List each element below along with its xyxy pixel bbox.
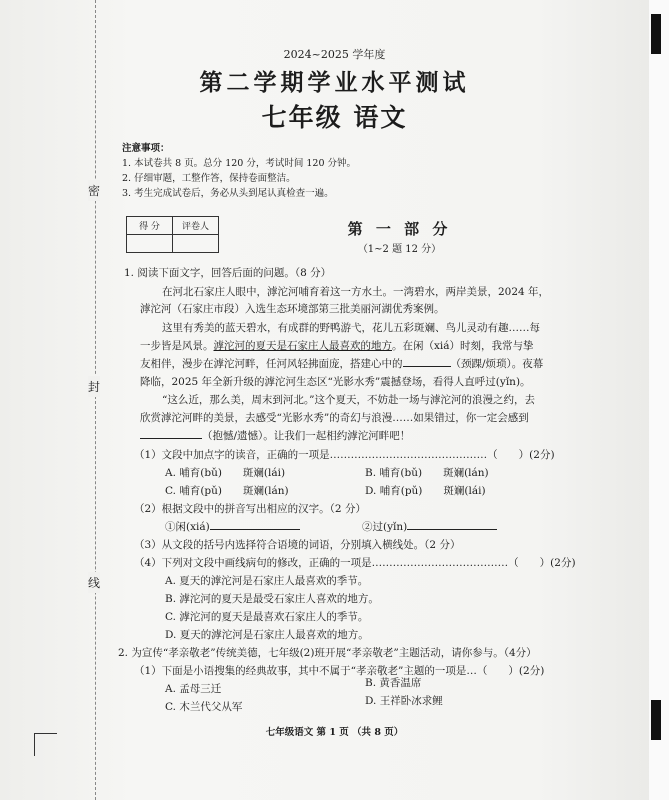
q1-passage-p2c [140, 356, 543, 371]
school-year: 2024~2025 学年度 [283, 48, 386, 61]
q1-passage-p3c-text: （抱憾/遗憾）。让我们一起相约滹沱河畔吧！ [202, 430, 411, 442]
notice-item-2: 2. 仔细审题，工整作答，保持卷面整洁。 [122, 173, 296, 184]
page-footer: 七年级语文 第 1 页 （共 8 页） [265, 727, 404, 738]
q1-sub4-option-d[interactable]: D. 夏天的滹沱河是石家庄人最喜欢的地方。 [165, 629, 369, 641]
q1-sub2-stem: （2）根据文段中的拼音写出相应的汉字。（2 分） [134, 503, 366, 515]
binding-char-mi: 密 [88, 180, 100, 201]
q2-sub1-stem: （1）下面是小语搜集的经典故事，其中不属于“孝亲敬老”主题的一项是…（ ）(2分) [134, 665, 545, 677]
q1-sub2-answer-a [165, 519, 300, 534]
q1-passage-p2b [140, 338, 534, 353]
part-subtitle: （1~2 题 12 分） [357, 244, 442, 255]
q1-passage-p3c [140, 428, 410, 443]
q1-passage-p2c-end: （颈踝/烦琐）。夜幕 [450, 358, 544, 370]
notice-heading: 注意事项： [122, 143, 170, 154]
q1-sub4-option-b[interactable]: B. 滹沱河的夏天是最受石家庄人喜欢的地方。 [165, 593, 379, 605]
score-header: 得 分 [127, 217, 173, 235]
q1-sub1-option-d[interactable]: D. 哺育(pǔ) 斑斓(lái) [365, 485, 486, 497]
q1-passage-p3b: 欣赏滹沱河畔的美景，去感受“光影水秀”的奇幻与浪漫……如果错过，你一定会感到 [140, 412, 529, 424]
q1-passage-p3a: “这么近，那么美，周末到河北。”这个夏天，不妨赴一场与滹沱河的浪漫之约，去 [162, 394, 535, 406]
underlined-sentence: 滹沱河的夏天是石家庄人最喜欢的地方 [213, 340, 392, 352]
part-title: 第 一 部 分 [347, 220, 452, 238]
binding-char-xian: 线 [88, 572, 100, 593]
answer-field-a[interactable] [210, 529, 300, 530]
exam-subject: 七年级 语文 [261, 103, 408, 132]
q1-passage-p1a: 在河北石家庄人眼中，滹沱河哺育着这一方水土。一湾碧水，两岸美景，2024 年， [162, 286, 550, 298]
q2-sub1-option-a[interactable]: A. 孟母三迁 [165, 683, 222, 695]
q1-sub1-option-c[interactable]: C. 哺育(pǔ) 斑斓(lán) [165, 485, 289, 497]
q2-sub1-option-d[interactable]: D. 王祥卧冰求鲤 [365, 695, 443, 707]
q2-sub1-option-c[interactable]: C. 木兰代父从军 [165, 701, 243, 713]
notice-item-1: 1. 本试卷共 8 页。总分 120 分，考试时间 120 分钟。 [122, 158, 357, 169]
grader-header: 评卷人 [173, 217, 219, 235]
q1-sub2-label-b: ②过(yǐn) [362, 521, 408, 533]
q1-passage-p2d: 降临，2025 年全新升级的滹沱河生态区“光影水秀”震撼登场，看得人直呼过(yǐn)。 [140, 376, 531, 388]
q1-sub4-option-c[interactable]: C. 滹沱河的夏天是最喜欢石家庄人的季节。 [165, 611, 369, 623]
q1-stem: 1. 阅读下面文字，回答后面的问题。（8 分） [124, 267, 332, 279]
answer-field-b[interactable] [407, 529, 497, 530]
q1-sub4-stem: （4）下列对文段中画线病句的修改，正确的一项是…………………………………（ ）(2分) [134, 557, 576, 569]
q2-stem: 2. 为宣传“孝亲敬老”传统美德，七年级(2)班开展“孝亲敬老”主题活动，请你参与。（4分） [118, 647, 537, 659]
q1-sub1-option-b[interactable]: B. 哺育(bǔ) 斑斓(lán) [365, 467, 489, 479]
q1-passage-p2b-start: 一步皆是风景。 [140, 340, 214, 352]
q1-passage-p2b-end: 。在闲（xiá）时刻，我常与挚 [392, 340, 534, 352]
q1-passage-p2c-start: 友相伴，漫步在滹沱河畔，任河风轻拂面庞，搭建心中的 [140, 358, 403, 370]
q1-sub4-option-a[interactable]: A. 夏天的滹沱河是石家庄人最喜欢的季节。 [165, 575, 369, 587]
q1-sub1-option-a[interactable]: A. 哺育(bǔ) 斑斓(lái) [165, 467, 286, 479]
blank-1[interactable] [403, 366, 451, 367]
notice-item-3: 3. 考生完成试卷后，务必从头到尾认真检查一遍。 [122, 188, 334, 199]
q1-passage-p1b: 滹沱河（石家庄市段）入选生态环境部第三批美丽河湖优秀案例。 [140, 303, 445, 315]
q1-sub2-answer-b [362, 519, 497, 534]
binding-char-feng: 封 [88, 376, 100, 397]
exam-title: 第二学期学业水平测试 [199, 69, 470, 96]
q1-sub2-label-a: ①闲(xiá) [165, 521, 210, 533]
q1-sub3-stem: （3）从文段的括号内选择符合语境的词语，分别填入横线处。（2 分） [134, 539, 461, 551]
q2-sub1-option-b[interactable]: B. 黄香温席 [365, 677, 422, 689]
q1-sub1-stem: （1）文段中加点字的读音，正确的一项是………………………………………（ ）(2分) [134, 449, 555, 461]
q1-passage-p2a: 这里有秀美的蓝天碧水，有成群的野鸭游弋，花儿五彩斑斓、鸟儿灵动有趣……每 [162, 322, 540, 334]
blank-2[interactable] [140, 438, 202, 439]
